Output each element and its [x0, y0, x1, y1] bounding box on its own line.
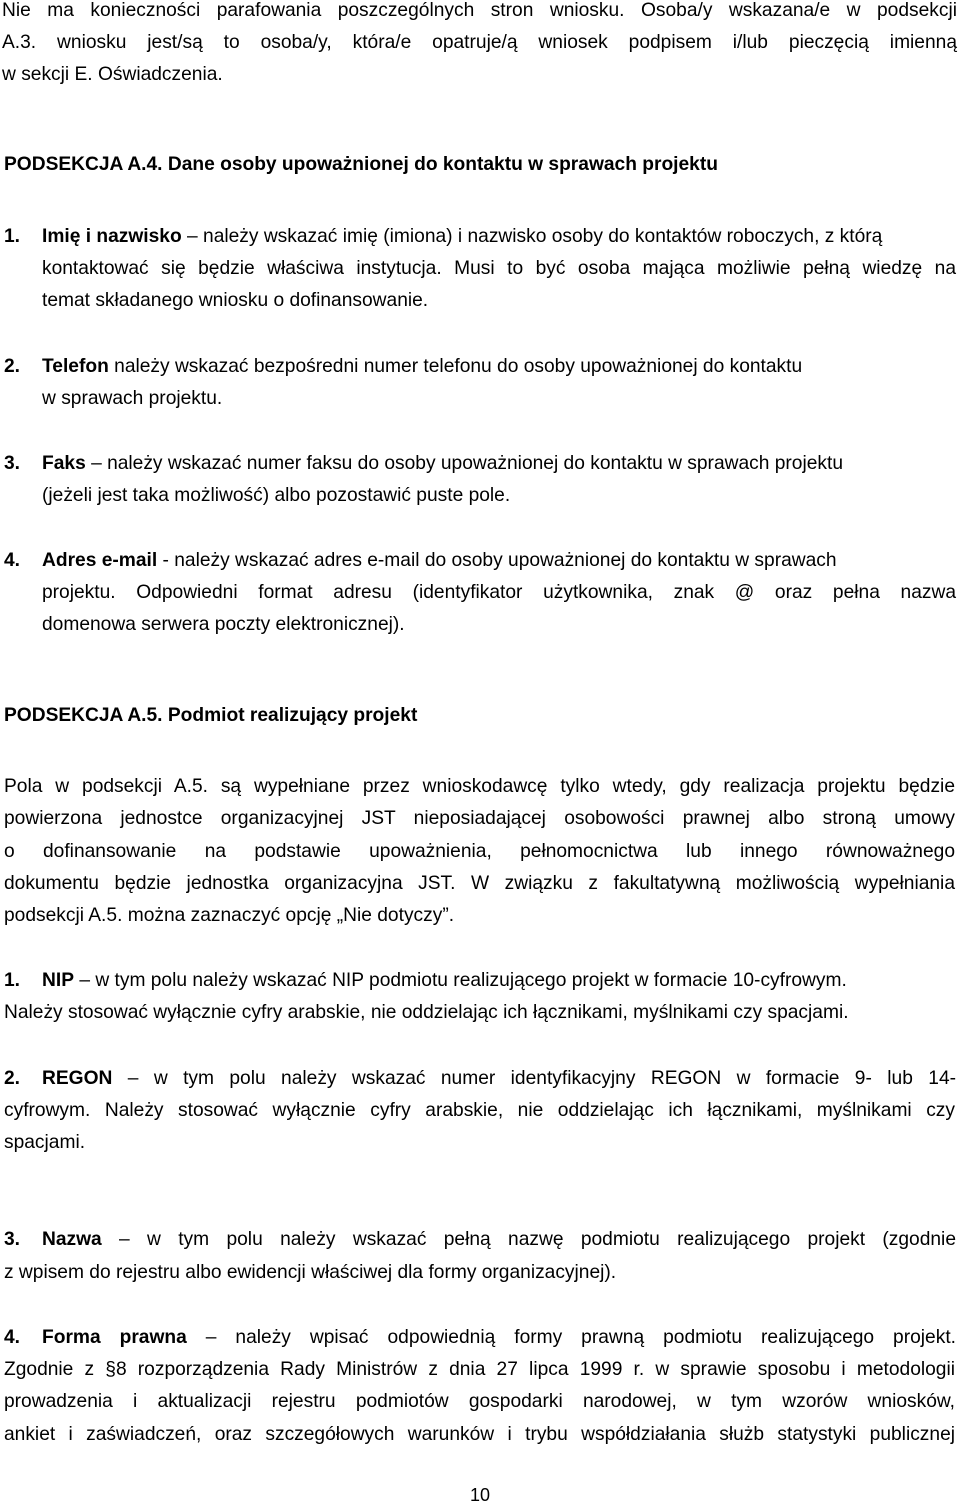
- a5-item-2-number: 2.: [4, 1068, 21, 1089]
- a5-item-1-term: NIP: [42, 970, 74, 991]
- a4-item-2-term: Telefon: [42, 356, 109, 377]
- a4-item-4-term: Adres e-mail: [42, 550, 158, 571]
- a4-item-3-number: 3.: [4, 453, 21, 474]
- a5-item-4-number: 4.: [4, 1327, 21, 1348]
- a5-item-3-number: 3.: [4, 1229, 21, 1250]
- a4-item-3-term: Faks: [42, 453, 86, 474]
- a5-item-4-term: Forma prawna: [42, 1327, 187, 1348]
- section-a4-heading: PODSEKCJA A.4. Dane osoby upoważnionej do kontaktu w sprawach projektu: [4, 154, 718, 175]
- page-number: 10: [469, 1485, 491, 1505]
- a4-item-2-number: 2.: [4, 356, 21, 377]
- section-a5-heading: PODSEKCJA A.5. Podmiot realizujący projekt: [4, 705, 418, 726]
- a4-item-4-number: 4.: [4, 550, 21, 571]
- a5-item-2-term: REGON: [42, 1068, 113, 1089]
- a5-item-1-number: 1.: [4, 970, 21, 991]
- document-page: Nie ma konieczności parafowania poszczególnych stron wniosku. Osoba/y wskazana/e w podsekcji A.3. wniosku jest/są to osoba/y, która/e opatruje/ą wniosek podpisem i/lub pieczęcią imienną w sekcji E. Oświadczenia. PODSEKCJA A.4. Dane osoby upoważnionej do kontaktu w sprawach projektu 1. Imię i nazwisko – należy wskazać imię (imiona) i nazwisko osoby do kontaktów roboczych, z którą kontaktować się będzie właściwa instytucja. Musi to być osoba mająca możliwie pełną wiedzę na temat składanego wniosku o dofinansowanie. 2. Telefon należy wskazać bezpośredni numer telefonu do osoby upoważnionej do kontaktu w sprawach projektu. 3. Faks – należy wskazać numer faksu do osoby upoważnionej do kontaktu w sprawach projektu (jeżeli jest taka możliwość) albo pozostawić puste pole. 4. Adres e-mail - należy wskazać adres e-mail do osoby upoważnionej do kontaktu w sprawach projektu. Odpowiedni format adresu (identyfikator użytkownika, znak @ oraz pełna nazwa domenowa serwera poczty elektronicznej). PODSEKCJA A.5. Podmiot realizujący projekt Pola w podsekcji A.5. są wypełniane przez wnioskodawcę tylko wtedy, gdy realizacja projektu będzie powierzona jednostce organizacyjnej JST nieposiadającej osobowości prawnej albo stroną umowy o dofinansowanie na podstawie upoważnienia, pełnomocnictwa lub innego równoważnego dokumentu będzie jednostka organizacyjna JST. W związku z fakultatywną możliwością wypełniania podsekcji A.5. można zaznaczyć opcję „Nie dotyczy”. 1. NIP – w tym polu należy wskazać NIP podmiotu realizującego projekt w formacie 10-cyfrowym. Należy stosować wyłącznie cyfry arabskie, nie oddzielając ich łącznikami, myślnikami czy spacjami. 2. REGON – w tym polu należy wskazać numer identyfikacyjny REGON w formacie 9- lub 14- cyfrowym. Należy stosować wyłącznie cyfry arabskie, nie oddzielając ich łącznikami, myślnikami czy spacjami. 3. Nazwa – w tym polu należy wskazać pełną nazwę podmiotu realizującego projekt (zgodnie z wpisem do rejestru albo ewidencji właściwej dla formy organizacyjnej). 4. Forma prawna – należy wpisać odpowiednią formy prawną podmiotu realizującego projekt. Zgodnie z §8 rozporządzenia Rady Ministrów z dnia 27 lipca 1999 r. w sprawie sposobu i metodologii prowadzenia i aktualizacji rejestru podmiotów gospodarki narodowej, w tym wzorów wniosków, ankiet i zaświadczeń, oraz szczegółowych warunków i trybu współdziałania służb statystyki publicznej 10: [0, 0, 960, 1509]
- a5-item-3-term: Nazwa: [42, 1229, 102, 1250]
- a4-item-1-number: 1.: [4, 226, 21, 247]
- a4-item-1-term: Imię i nazwisko: [42, 226, 182, 247]
